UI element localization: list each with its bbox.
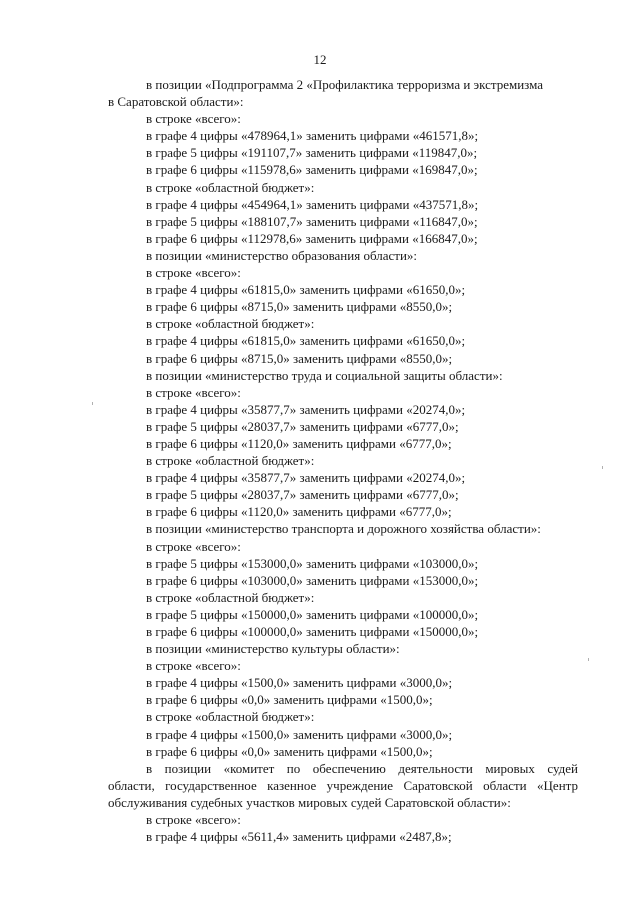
text-line: в графе 6 цифры «100000,0» заменить цифрами «150000,0»;: [146, 624, 479, 639]
text-line: в Саратовской области»:: [108, 94, 244, 110]
text-line: в графе 5 цифры «150000,0» заменить цифрами «100000,0»;: [146, 606, 479, 622]
text-line: в строке «всего»:: [146, 111, 241, 127]
text-line: в строке «всего»:: [146, 265, 241, 281]
text-line: в графе 4 цифры «454964,1» заменить цифрами «437571,8»;: [146, 196, 479, 212]
text-line: в графе 4 цифры «478964,1» заменить цифрами «461571,8»;: [146, 128, 479, 144]
paragraph-committee: [108, 760, 578, 811]
text-line: в позиции «министерство культуры области»:: [146, 641, 400, 657]
amendment-tail-lines: [108, 811, 578, 845]
scan-artifact: [602, 466, 603, 469]
page-number: 12: [313, 52, 327, 67]
text-line: в графе 6 цифры «112978,6» заменить цифрами «166847,0»;: [146, 230, 478, 246]
text-line: в графе 6 цифры «1120,0» заменить цифрами «6777,0»;: [146, 504, 452, 520]
text-line: в графе 6 цифры «115978,6» заменить цифрами «169847,0»;: [146, 162, 478, 178]
text-line: в строке «всего»:: [146, 812, 241, 828]
text-line: в графе 4 цифры «1500,0» заменить цифрами «3000,0»;: [146, 726, 453, 742]
amendment-lines: [108, 76, 578, 760]
text-line: в графе 6 цифры «103000,0» заменить цифрами «153000,0»;: [146, 572, 479, 588]
text-line: в графе 5 цифры «28037,7» заменить цифрами «6777,0»;: [146, 418, 459, 434]
paragraph-line: обслуживания судебных участков мировых судей Саратовской области»:: [108, 794, 511, 810]
text-line: в графе 4 цифры «1500,0» заменить цифрами «3000,0»;: [146, 675, 453, 691]
scan-artifact: [588, 658, 589, 661]
text-line: в графе 4 цифры «61815,0» заменить цифрами «61650,0»;: [146, 282, 466, 298]
text-line: в графе 5 цифры «28037,7» заменить цифрами «6777,0»;: [146, 487, 459, 503]
text-line: в графе 5 цифры «191107,7» заменить цифрами «119847,0»;: [146, 145, 478, 161]
text-line: в графе 4 цифры «35877,7» заменить цифрами «20274,0»;: [146, 470, 466, 486]
paragraph-line: области, государственное казенное учреждение Саратовской области «Центр: [108, 777, 578, 793]
text-line: в графе 4 цифры «5611,4» заменить цифрами «2487,8»;: [146, 829, 452, 845]
text-line: в строке «областной бюджет»:: [146, 453, 315, 469]
text-line: в графе 6 цифры «0,0» заменить цифрами «1500,0»;: [146, 692, 433, 708]
text-line: в графе 6 цифры «8715,0» заменить цифрами «8550,0»;: [146, 299, 453, 315]
text-line: в позиции «министерство транспорта и дорожного хозяйства области»:: [146, 521, 541, 537]
text-line: в строке «областной бюджет»:: [146, 709, 315, 725]
text-line: в строке «всего»:: [146, 538, 241, 554]
text-line: в строке «областной бюджет»:: [146, 589, 315, 605]
text-line: в графе 4 цифры «61815,0» заменить цифрами «61650,0»;: [146, 333, 466, 349]
text-line: в позиции «министерство труда и социальной защиты области»:: [146, 367, 503, 383]
paragraph-line: в позиции «комитет по обеспечению деятельности мировых судей: [146, 760, 578, 776]
text-line: в строке «всего»:: [146, 384, 241, 400]
text-line: в позиции «министерство образования области»:: [146, 247, 418, 263]
text-line: в графе 5 цифры «188107,7» заменить цифрами «116847,0»;: [146, 213, 478, 229]
text-line: в позиции «Подпрограмма 2 «Профилактика терроризма и экстремизма: [146, 77, 544, 92]
text-line: в графе 4 цифры «35877,7» заменить цифрами «20274,0»;: [146, 401, 466, 417]
text-line: в графе 6 цифры «8715,0» заменить цифрами «8550,0»;: [146, 350, 453, 366]
text-line: в строке «областной бюджет»:: [146, 316, 315, 332]
document-body: [108, 76, 578, 845]
text-line: в строке «всего»:: [146, 658, 241, 674]
text-line: в графе 6 цифры «1120,0» заменить цифрами «6777,0»;: [146, 435, 452, 451]
text-line: в графе 6 цифры «0,0» заменить цифрами «1500,0»;: [146, 743, 433, 759]
scan-artifact: [92, 402, 93, 405]
text-line: в графе 5 цифры «153000,0» заменить цифрами «103000,0»;: [146, 555, 479, 571]
text-line: в строке «областной бюджет»:: [146, 179, 315, 195]
